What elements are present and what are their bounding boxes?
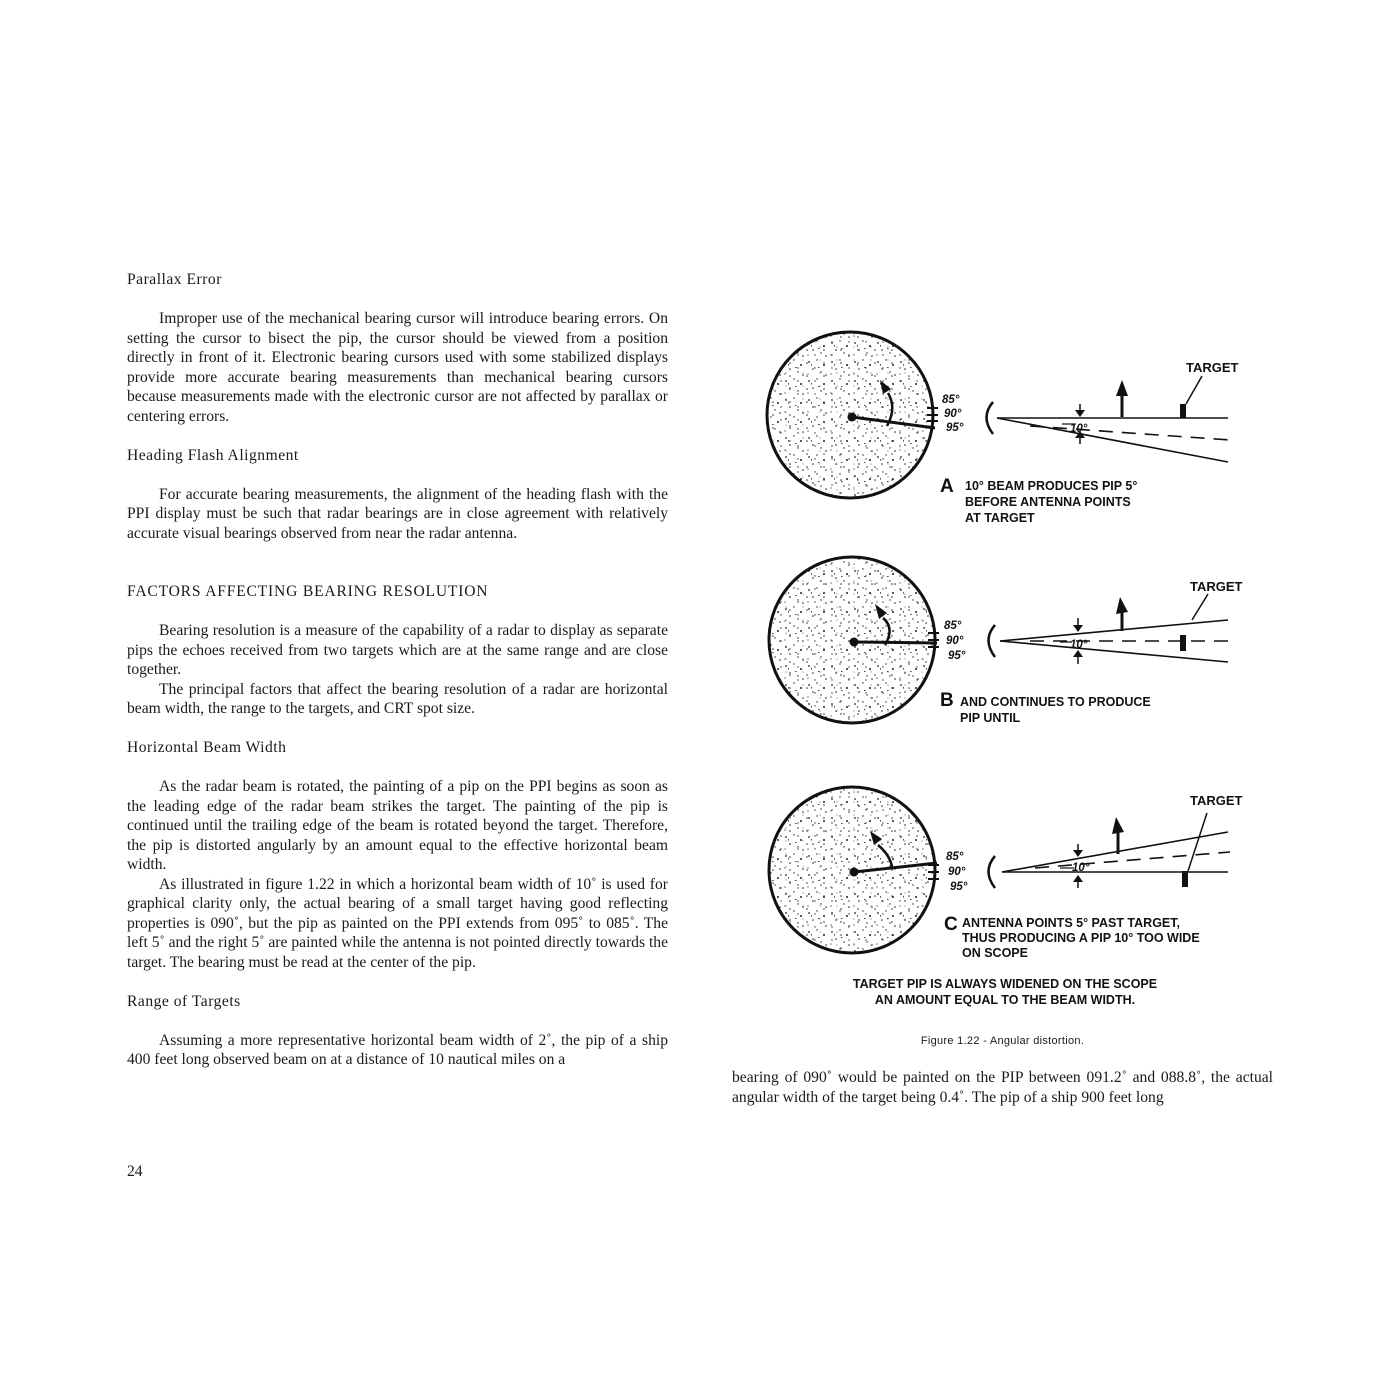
caption-a-line-1: 10° BEAM PRODUCES PIP 5° [965, 479, 1138, 493]
panel-b [769, 557, 1243, 725]
panel-c [769, 787, 1243, 960]
scale-label-95-a: 95° [946, 422, 964, 434]
antenna-a [987, 402, 994, 434]
figure-angular-distortion [760, 320, 1280, 1020]
target-label-b: TARGET [1190, 579, 1243, 594]
beam-lines-a [997, 418, 1230, 462]
ship-heading-arrow-c [1112, 817, 1124, 854]
target-label-c: TARGET [1190, 793, 1243, 808]
page-number: 24 [127, 1163, 143, 1180]
ship-heading-arrow-b [1116, 597, 1128, 631]
right-column [732, 1068, 1273, 1107]
target-label-a: TARGET [1186, 360, 1239, 375]
left-column [127, 270, 668, 1070]
paragraph-continuation: bearing of 090˚ would be painted on the PIP between 091.2˚ and 088.8˚, the actual angular width of the target being 0.4˚. The pip of a ship 900 feet long [732, 1069, 1273, 1106]
caption-c-line-2: THUS PRODUCING A PIP 10° TOO WIDE [962, 931, 1200, 945]
caption-b-line-2: PIP UNTIL [960, 711, 1021, 725]
caption-a-line-2: BEFORE ANTENNA POINTS [965, 495, 1131, 509]
heading-parallax-error: Parallax Error [127, 271, 222, 288]
figure-caption: Figure 1.22 - Angular distortion. [920, 1035, 1085, 1047]
ship-heading-arrow-a [1116, 380, 1128, 417]
beam-lines-c [1002, 832, 1230, 872]
paragraph-resolution-1: Bearing resolution is a measure of the capability of a radar to display as separate pips the echoes received from two targets which are at the same range and are close together. [127, 622, 668, 678]
scale-label-85-c: 85° [946, 851, 964, 863]
scale-label-85-b: 85° [944, 620, 962, 632]
heading-range-of-targets: Range of Targets [127, 992, 241, 1010]
beam-label-c: 10° [1072, 862, 1090, 874]
panel-a [767, 332, 1239, 525]
scale-label-95-b: 95° [948, 650, 966, 662]
paragraph-beam-1: As the radar beam is rotated, the painting of a pip on the PPI begins as soon as the leading edge of the radar beam strikes the target. The painting of the pip is continued until the trailing edge of the beam is rotated beyond the target. Therefore, the pip is distorted angularly by an amount equal to the effective horizontal beam width. [127, 778, 668, 873]
paragraph-beam-2: As illustrated in figure 1.22 in which a horizontal beam width of 10˚ is used for graphical clarity only, the actual bearing of a small target having good reflecting properties is 090˚, but the pip as painted on the PPI extends from 095˚ to 085˚. The left 5˚ and the right 5˚ are painted while the antenna is not pointed directly towards the target. The bearing must be read at the center of the pip. [127, 875, 668, 971]
scale-label-90-c: 90° [948, 866, 966, 878]
summary-line-2: AN AMOUNT EQUAL TO THE BEAM WIDTH. [874, 993, 1136, 1007]
panel-letter-b: B [940, 690, 954, 711]
summary-line-1: TARGET PIP IS ALWAYS WIDENED ON THE SCOPE [852, 977, 1158, 991]
caption-c-line-3: ON SCOPE [962, 946, 1028, 960]
heading-horizontal-beam-width: Horizontal Beam Width [127, 739, 287, 756]
paragraph-resolution-2: The principal factors that affect the bearing resolution of a radar are horizontal beam width, the range to the targets, and CRT spot size. [127, 680, 668, 717]
scale-label-90-a: 90° [944, 408, 962, 420]
paragraph-parallax-error: Improper use of the mechanical bearing cursor will introduce bearing errors. On setting the cursor to bisect the pip, the cursor should be viewed from a position directly in front of it. Electronic bearing cursors used with some stabilized displays provide more accurate bearing measurements than mechanical bearing cursors because measurements made with the electronic cursor are not affected by parallax or centering errors. [127, 310, 668, 425]
scale-label-90-b: 90° [946, 635, 964, 647]
antenna-b [989, 625, 996, 657]
panel-letter-a: A [940, 476, 954, 497]
caption-b-line-1: AND CONTINUES TO PRODUCE [960, 695, 1151, 709]
caption-c-line-1: ANTENNA POINTS 5° PAST TARGET, [962, 916, 1180, 930]
beam-lines-b [1000, 620, 1230, 662]
beam-label-a: 10° [1070, 423, 1088, 435]
beam-label-b: 10° [1070, 639, 1088, 651]
scale-label-95-c: 95° [950, 881, 968, 893]
paragraph-range: Assuming a more representative horizontal beam width of 2˚, the pip of a ship 400 feet long observed beam on at a distance of 10 nautical miles on a [127, 1031, 668, 1068]
antenna-c [989, 856, 996, 888]
heading-heading-flash-alignment: Heading Flash Alignment [127, 446, 299, 464]
scale-label-85-a: 85° [942, 394, 960, 406]
panel-letter-c: C [944, 914, 958, 935]
paragraph-heading-flash: For accurate bearing measurements, the alignment of the heading flash with the PPI display must be such that radar bearings are in close agreement with relatively accurate visual bearings observed from near the radar antenna. [127, 485, 668, 542]
section-title-bearing-resolution: FACTORS AFFECTING BEARING RESOLUTION [127, 583, 489, 600]
target-a [1180, 404, 1186, 418]
figure-svg [760, 320, 1280, 1020]
target-c [1182, 871, 1188, 887]
caption-a-line-3: AT TARGET [965, 511, 1035, 525]
target-b [1180, 635, 1186, 651]
